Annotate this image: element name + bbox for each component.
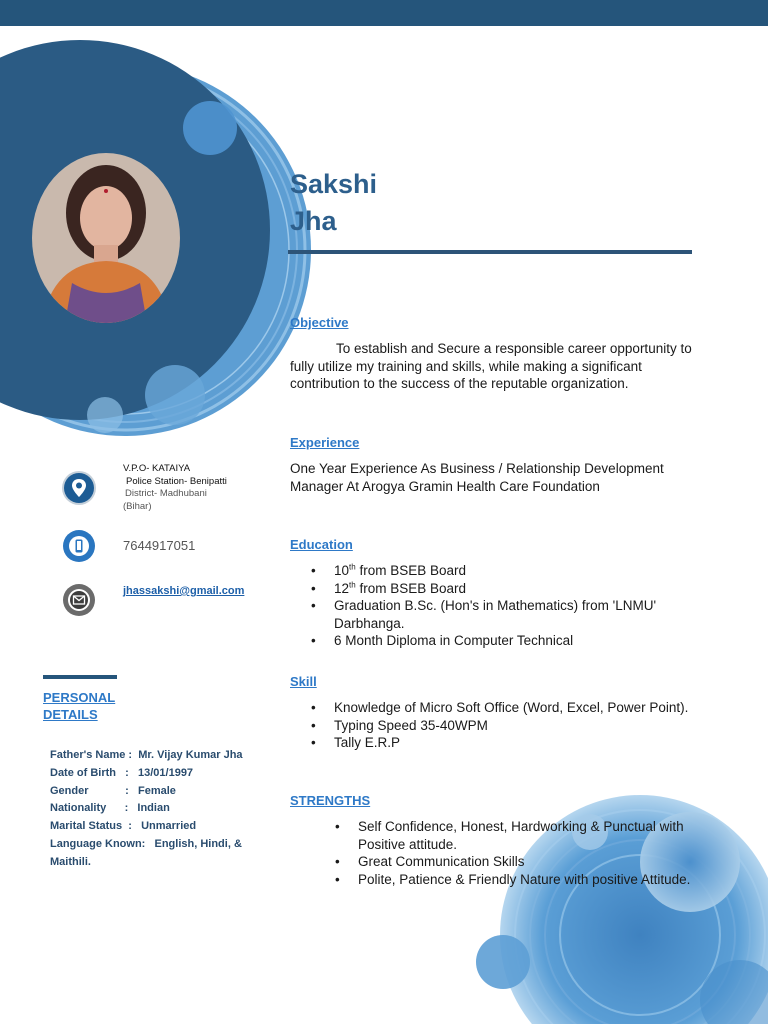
personal-details-heading: PERSONAL DETAILS <box>43 690 116 722</box>
phone-icon <box>62 529 96 563</box>
education-heading: Education <box>290 537 353 552</box>
list-item: • 10th from BSEB Board <box>290 562 695 580</box>
list-item: • Tally E.R.P <box>290 734 695 752</box>
phone-number: 7644917051 <box>123 538 196 553</box>
detail-row: Language Known: English, Hindi, & <box>50 837 242 850</box>
skill-list <box>290 699 695 752</box>
personal-divider <box>43 675 117 679</box>
location-pin-icon <box>62 471 96 505</box>
list-item: • 6 Month Diploma in Computer Technical <box>290 632 695 650</box>
candidate-name <box>290 166 377 240</box>
list-item: • Typing Speed 35-40WPM <box>290 717 695 735</box>
strengths-heading: STRENGTHS <box>290 793 371 808</box>
name-divider <box>288 250 692 254</box>
first-name: Sakshi <box>290 169 378 199</box>
objective-heading: Objective <box>290 315 349 330</box>
email-link[interactable]: jhassakshi@gmail.com <box>123 585 245 597</box>
address-block <box>123 463 227 513</box>
strengths-list <box>314 818 706 888</box>
list-item: • Great Communication Skills <box>314 853 706 871</box>
detail-row: Marital Status : Unmarried <box>50 820 197 833</box>
education-list <box>290 562 695 650</box>
list-item: • Self Confidence, Honest, Hardworking & Punctual with Positive attitude. <box>314 818 706 853</box>
list-item: • Polite, Patience & Friendly Nature with positive Attitude. <box>314 871 706 889</box>
list-item: • Knowledge of Micro Soft Office (Word, Excel, Power Point). <box>290 699 695 717</box>
detail-row: Maithili. <box>50 855 91 868</box>
list-item: • Graduation B.Sc. (Hon's in Mathematics) from 'LNMU' Darbhanga. <box>290 597 695 632</box>
last-name: Jha <box>290 206 337 236</box>
skill-heading: Skill <box>290 674 317 689</box>
experience-text: One Year Experience As Business / Relationship Development Manager At Arogya Gramin Health Care Foundation <box>290 461 664 494</box>
experience-heading: Experience <box>290 435 360 450</box>
address-line: Police Station- Benipatti <box>126 475 227 487</box>
address-line: (Bihar) <box>123 500 152 512</box>
profile-photo <box>32 153 180 323</box>
address-line: V.P.O- KATAIYA <box>123 463 191 474</box>
detail-row: Father's Name : Mr. Vijay Kumar Jha <box>50 749 243 761</box>
list-item: • 12th from BSEB Board <box>290 580 695 598</box>
address-line: District- Madhubani <box>125 488 207 499</box>
detail-row: Nationality : Indian <box>50 802 170 815</box>
personal-details <box>50 747 243 872</box>
detail-row: Date of Birth : 13/01/1997 <box>50 766 194 779</box>
mail-icon <box>62 583 96 617</box>
detail-row: Gender : Female <box>50 784 176 797</box>
objective-text: To establish and Secure a responsible career opportunity to fully utilize my training and skills, while making a significant contribution to the success of the reputable organization. <box>290 341 692 392</box>
